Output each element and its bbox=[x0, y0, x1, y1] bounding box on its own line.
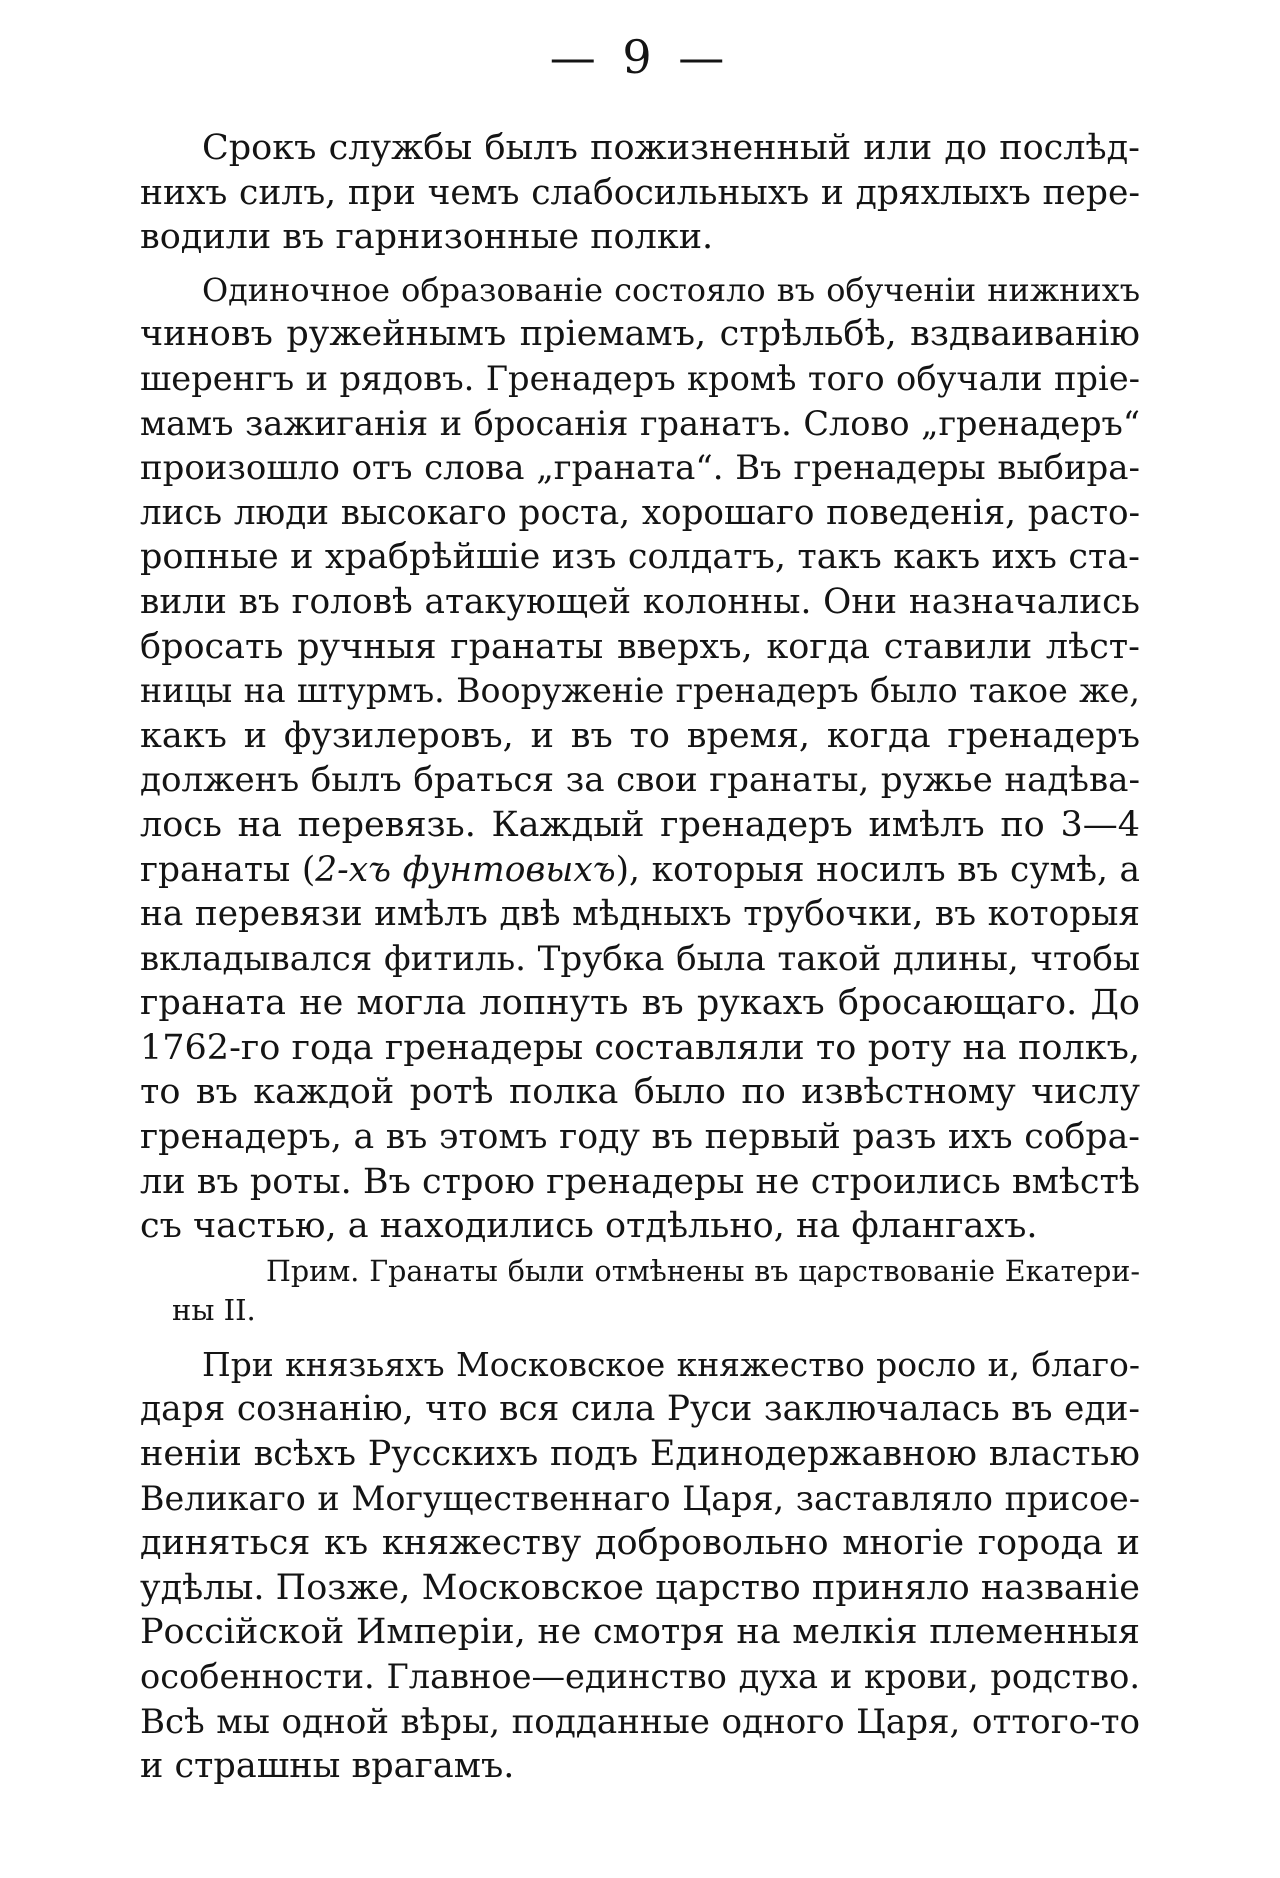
text-line: на перевязи имѣлъ двѣ мѣдныхъ трубочки, въ которыя bbox=[140, 894, 1140, 935]
text-line: удѣлы. Позже, Московское царство приняло названіе bbox=[140, 1567, 1140, 1608]
text-line: то въ каждой ротѣ полка было по извѣстному числу bbox=[140, 1072, 1140, 1113]
text-line: Одиночное образованіе состояло въ обученіи нижнихъ bbox=[202, 270, 1140, 309]
text-line: шеренгъ и рядовъ. Гренадеръ кромѣ того обучали пріе- bbox=[140, 358, 1140, 398]
text-line: какъ и фузилеровъ, и въ то время, когда гренадеръ bbox=[140, 715, 1140, 756]
text-line: ницы на штурмъ. Вооруженіе гренадеръ было такое же, bbox=[140, 671, 1140, 711]
text-line: Великаго и Могущественнаго Царя, заставляло присое- bbox=[140, 1478, 1140, 1518]
paragraph-service-term bbox=[140, 126, 1140, 260]
text-line: ропные и храбрѣйшіе изъ солдатъ, такъ какъ ихъ ста- bbox=[140, 537, 1140, 578]
text-body bbox=[140, 126, 1140, 1789]
text-line: Всѣ мы одной вѣры, подданные одного Царя, оттого-то bbox=[140, 1701, 1140, 1742]
text-line: диняться къ княжеству добровольно многіе города и bbox=[140, 1523, 1140, 1564]
page-number: — 9 — bbox=[549, 30, 731, 84]
text-line: бросать ручныя гранаты вверхъ, когда ставили лѣст- bbox=[140, 626, 1140, 667]
text-line: Срокъ службы былъ пожизненный или до послѣд- bbox=[202, 128, 1140, 168]
text-line: гренадеръ, а въ этомъ году въ первый разъ ихъ собра- bbox=[140, 1117, 1140, 1158]
text-line: ли въ роты. Въ строю гренадеры не строились вмѣстѣ bbox=[140, 1161, 1140, 1202]
note-line: ны II. bbox=[172, 1292, 256, 1327]
text-line-with-italic bbox=[140, 848, 1140, 893]
text-line: При князьяхъ Московское княжество росло и, благо- bbox=[202, 1344, 1140, 1384]
text-line: вкладывался фитиль. Трубка была такой длины, чтобы bbox=[140, 938, 1140, 979]
text-line: водили въ гарнизонные полки. bbox=[140, 217, 714, 258]
text-line: особенности. Главное—единство духа и крови, родство. bbox=[140, 1657, 1140, 1696]
text-line: лись люди высокаго роста, хорошаго поведенія, расто- bbox=[140, 492, 1140, 533]
text-line: произошло отъ слова „граната“. Въ гренадеры выбира- bbox=[140, 448, 1140, 489]
text-line: нихъ силъ, при чемъ слабосильныхъ и дряхлыхъ пере- bbox=[140, 172, 1140, 213]
text-line: съ частью, а находились отдѣльно, на флангахъ. bbox=[140, 1206, 1038, 1247]
text-line: граната не могла лопнуть въ рукахъ бросающаго. До bbox=[140, 983, 1140, 1024]
text-line: и страшны врагамъ. bbox=[140, 1746, 515, 1787]
text-line: Россійской Имперіи, не смотря на мелкія племенныя bbox=[140, 1612, 1140, 1653]
text-line: мамъ зажиганія и бросанія гранатъ. Слово „гренадеръ“ bbox=[140, 403, 1140, 443]
paragraph-grenadiers bbox=[140, 268, 1140, 1249]
text-line: неніи всѣхъ Русскихъ подъ Единодержавною властью bbox=[140, 1434, 1140, 1475]
note-line: Прим. Гранаты были отмѣнены въ царствованіе Екатери- bbox=[266, 1254, 1140, 1288]
text-line: чиновъ ружейнымъ пріемамъ, стрѣльбѣ, вздваиванію bbox=[140, 314, 1140, 355]
italic-fragment: 2-хъ фунтовыхъ bbox=[315, 849, 616, 890]
text-line: даря сознанію, что вся сила Руси заключалась въ еди- bbox=[140, 1389, 1140, 1430]
text-line: долженъ былъ браться за свои гранаты, ружье надѣва- bbox=[140, 760, 1140, 801]
text-line: лось на перевязь. Каждый гренадеръ имѣлъ по 3—4 bbox=[140, 804, 1140, 845]
text-line: вили въ головѣ атакующей колонны. Они назначались bbox=[140, 581, 1140, 622]
text-fragment: ), которыя носилъ въ сумѣ, а bbox=[615, 849, 1140, 890]
text-line: 1762-го года гренадеры составляли то роту на полкъ, bbox=[140, 1027, 1140, 1068]
paragraph-moscow-principality bbox=[140, 1343, 1140, 1789]
remark-note bbox=[140, 1253, 1140, 1329]
text-fragment: гранаты ( bbox=[140, 849, 316, 890]
